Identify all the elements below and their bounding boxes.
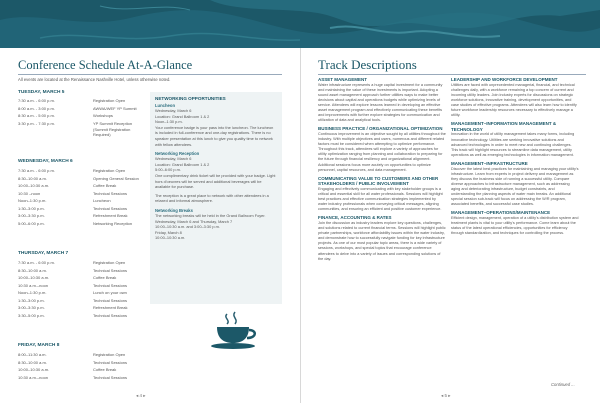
track-title: LEADERSHIP AND WORKFORCE DEVELOPMENT: [451, 77, 558, 82]
schedule-time: 10:00–10:30 a.m.: [18, 275, 50, 280]
schedule-activity: Technical Sessions: [93, 282, 128, 288]
schedule-time: 7:30 a.m. - 6:00 p.m.: [18, 168, 55, 173]
schedule-activity: Registration Open: [93, 352, 126, 357]
schedule-intro: All events are located at the Renaissance Nashville Hotel, unless otherwise noted.: [18, 77, 171, 82]
reception-time: 5:00–6:00 p.m.: [155, 167, 181, 173]
day-heading: THURSDAY, MARCH 7: [18, 251, 69, 256]
track-description: Efficient design, management, operation of a utility's distribution system and treatment plants is vital to your utility's performance. Come learn about the status of the latest operational efficiencies, opportunities for efficiency through standardization, and techniques for controlling the process.: [451, 215, 579, 236]
reception-date: Wednesday, March 6: [155, 156, 192, 162]
schedule-activity: Luncheon: [93, 198, 111, 203]
schedule-row: [18, 190, 148, 198]
header-banner: [0, 0, 600, 48]
schedule-row: [18, 97, 148, 105]
schedule-activity: Technical Sessions: [93, 374, 128, 380]
schedule-activity: Networking Reception: [93, 220, 133, 226]
schedule-activity: Registration Open: [93, 98, 126, 103]
schedule-time: [18, 132, 93, 137]
schedule-time: 3:00–3:30 p.m.: [18, 305, 45, 310]
schedule-time: 10:00–10:30 a.m.: [18, 367, 50, 372]
breaks-friday: Friday, March 8: [155, 229, 182, 235]
schedule-row: [18, 359, 148, 367]
track-description: Utilities are faced with unprecedented managerial, financial, and technical challenges daily, with a workforce remaining a top concern of current and incoming utility leaders. Join industry experts for discussions on strategic workforce solutions, innovative training, development opportunities, and case studies of effective programs. Attendees will also learn how to identify future workforce leadership resources necessary to effectively manage a utility.: [451, 82, 577, 118]
track-description: Continuous improvement is an objective sought by all utilities throughout the industry. With multiple objectives and users, numerous and different related factors must be considered when attempting to optimize performance. Throughout this track, attendees will explore a variety of approaches for utility optimization ranging from planning and collaboration to preparing for the future through financial resiliency and organizational alignment. Additional sessions focus more acutely on opportunities to optimize personnel, capital resources, and data management.: [318, 131, 446, 172]
track-description: Discover the latest best practices for maintaining and managing your utility's infrastructure. Learn from experts in project delivery and management as they discuss the business side of running a successful utility. Compare diverse approaches to infrastructure management, such as addressing aging and deteriorating infrastructure, budget constraints, and understanding the planning aspects of water main breaks. An additional special session sub-track will focus on addressing the W/R program, associated benefits, and successful case studies.: [451, 166, 579, 207]
schedule-time: 3:30–5:00 p.m.: [18, 312, 45, 318]
day-heading: FRIDAY, MARCH 8: [18, 343, 60, 348]
track-title: COMMUNICATING VALUE TO CUSTOMERS AND OTHER STAKEHOLDERS / PUBLIC INVOLVEMENT: [318, 175, 439, 187]
luncheon-heading: Luncheon: [155, 103, 176, 108]
day-heading: TUESDAY, MARCH 5: [18, 90, 65, 95]
schedule-time: 8:30–10:00 a.m.: [18, 359, 47, 365]
track-description: Innovation in the world of utility management takes many forms, including innovative technology. Utilities are seeking innovative solutions and advanced technologies in order to meet new and continuing challenges. This track will highlight resources to streamline data management, utility operations as well as emerging technologies in information management.: [451, 132, 575, 157]
schedule-activity: Technical Sessions: [93, 190, 128, 196]
schedule-activity: Technical Sessions: [93, 205, 128, 211]
luncheon-location: Location: Grand Ballroom 1 & 2: [155, 113, 210, 119]
track-title: MANAGEMENT–OPERATIONS/MAINTENANCE: [451, 210, 551, 216]
track-title: ASSET MANAGEMENT: [318, 77, 368, 82]
schedule-time: Noon–1:30 p.m.: [18, 198, 47, 203]
schedule-row: [18, 105, 148, 113]
schedule-time: 8:30–10:00 a.m.: [18, 267, 47, 273]
schedule-row: [18, 374, 148, 382]
track-description: Engaging and effectively communicating with key stakeholder groups is a critical and essential skill for all water professionals. Sessions will highlight best practices and effective communication strategies implemented by water industry professionals when conveying critical messages, aligning communities, and ensuring an efficient and positive customer experience.: [318, 186, 443, 212]
schedule-time: 5:00–6:00 p.m.: [18, 220, 45, 226]
breaks-friday-time: 10:00–10:30 a.m.: [155, 235, 186, 241]
schedule-row: [18, 182, 148, 190]
page-title: Conference Schedule At-A-Glance: [18, 58, 193, 72]
schedule-row: [18, 297, 148, 305]
reception-description-2: The reception is a great place to network with other attendees in a relaxed and informal atmosphere.: [155, 192, 269, 204]
schedule-row: [18, 274, 148, 282]
schedule-activity: Registration Open: [93, 168, 126, 173]
track-title: BUSINESS PRACTICE / ORGANIZATIONAL OPTIMIZATION: [318, 126, 443, 132]
track-title: MANAGEMENT–INFRASTRUCTURE: [451, 160, 528, 166]
schedule-time: 7:30 a.m. - 6:00 p.m.: [18, 260, 55, 265]
schedule-row: [18, 312, 148, 320]
schedule-time: 10:30 a.m.–noon: [18, 282, 49, 288]
schedule-row: [18, 259, 148, 267]
schedule-time: 10:30 a.m.–noon: [18, 374, 49, 380]
schedule-row: [18, 366, 148, 374]
schedule-list: [18, 97, 148, 137]
reception-location: Location: Grand Ballroom 1 & 2: [155, 161, 210, 167]
page-number-value: 5: [444, 393, 448, 398]
page-title: Track Descriptions: [318, 57, 417, 72]
schedule-activity: Technical Sessions: [93, 267, 128, 273]
breaks-times: 10:00–10:30 a.m. and 3:00–3:30 p.m.: [155, 224, 220, 230]
map-banner-graphic: [0, 0, 600, 48]
schedule-time: 1:30–3:00 p.m.: [18, 297, 45, 303]
schedule-time: 8:00 a.m. - 3:00 p.m.: [18, 105, 55, 111]
breaks-heading: Networking Breaks: [155, 207, 193, 213]
schedule-activity: (Summit Registration: [93, 127, 131, 132]
schedule-list: [18, 259, 148, 319]
left-page: [0, 48, 300, 403]
schedule-time: 10:00–10:30 a.m.: [18, 183, 50, 188]
schedule-activity: Technical Sessions: [93, 297, 128, 303]
luncheon-description: Your conference badge is your pass into the luncheon. The luncheon is included in full-conference and one-day registrations. There is no speaker presentation at this lunch to give you quality time to network with fellow attendees.: [155, 124, 274, 147]
schedule-row: [18, 267, 148, 275]
schedule-time: 8:30–10:00 a.m.: [18, 175, 47, 181]
schedule-row: [18, 112, 148, 120]
schedule-activity: Refreshment Break: [93, 305, 128, 310]
schedule-row: [18, 304, 148, 312]
schedule-row: [18, 289, 148, 297]
reception-heading: Networking Reception: [155, 151, 200, 157]
schedule-activity: Technical Sessions: [93, 312, 128, 318]
coffee-cup-icon: [205, 310, 263, 350]
schedule-time: Noon–1:30 p.m.: [18, 290, 47, 295]
schedule-activity: YP Summit Reception: [93, 120, 133, 126]
schedule-time: 3:00–3:30 p.m.: [18, 213, 45, 218]
schedule-row: [18, 120, 148, 128]
schedule-row: [18, 220, 148, 228]
schedule-time: 1:30–3:00 p.m.: [18, 205, 45, 211]
schedule-row: [18, 132, 148, 137]
track-description: Water infrastructure represents a huge capital investment for a community and maintaining the value of these investments is important. Adopting a sound asset management approach further utilities ways to make better decisions about capital and operations budgets while optimizing levels of service. Attendees will explore lessons learned in developing an effective asset management program and effectively communicating these benefits and improvements with further explore strategies for communication and utilization of data and analytical tools.: [318, 82, 443, 123]
schedule-row: [18, 212, 148, 220]
continued-note: Continued ...: [551, 382, 575, 387]
schedule-activity: Workshops: [93, 113, 113, 118]
title-divider: [18, 74, 282, 75]
schedule-time: 7:30 a.m. - 6:00 p.m.: [18, 98, 55, 103]
schedule-list: [18, 351, 148, 381]
schedule-time: 10:30 –noon: [18, 190, 41, 196]
schedule-row: [18, 197, 148, 205]
track-title: FINANCE, ACCOUNTING & RATES: [318, 215, 392, 221]
track-title: MANAGEMENT–INFORMATION MANAGEMENT & TECHNOLOGY: [451, 121, 557, 132]
schedule-row: [18, 282, 148, 290]
networking-box: [150, 92, 282, 304]
schedule-activity: Technical Sessions: [93, 359, 128, 365]
reception-description: One complimentary drink ticket will be provided with your badge. Light hors d'oeuvres will be served and additional beverages will be available for purchase.: [155, 172, 276, 190]
schedule-activity: Opening General Session: [93, 175, 139, 181]
track-column-2: [451, 74, 579, 236]
schedule-activity: Coffee Break: [93, 275, 117, 280]
schedule-activity: Required): [93, 132, 111, 137]
schedule-activity: Registration Open: [93, 260, 126, 265]
schedule-activity: Refreshment Break: [93, 213, 128, 218]
schedule-list: [18, 167, 148, 227]
schedule-activity: Coffee Break: [93, 183, 117, 188]
track-column-1: [318, 74, 446, 262]
page-number: ◂ 5 ▸: [441, 393, 451, 398]
breaks-description: The networking breaks will be held in the Grand Ballroom Foyer.: [155, 212, 266, 218]
breaks-days: Wednesday, March 6 and Thursday, March 7: [155, 218, 233, 224]
right-page: [300, 48, 600, 403]
day-heading: WEDNESDAY, MARCH 6: [18, 159, 73, 164]
schedule-row: [18, 175, 148, 183]
networking-heading: NETWORKING OPPORTUNITIES: [155, 96, 226, 101]
schedule-activity: Lunch on your own: [93, 290, 127, 295]
page-number-value: 4: [139, 393, 143, 398]
schedule-time: 8:00–11:30 a.m.: [18, 352, 47, 357]
page-number: ◂ 4 ▸: [136, 393, 146, 398]
schedule-row: [18, 167, 148, 175]
schedule-row: [18, 205, 148, 213]
luncheon-time: Noon–1:30 p.m.: [155, 119, 183, 125]
schedule-time: 8:30 a.m. - 5:00 p.m.: [18, 113, 55, 118]
schedule-activity: Coffee Break: [93, 367, 117, 372]
schedule-time: 3:30 p.m. - 7:30 p.m.: [18, 120, 55, 126]
schedule-activity: AWWA/WEF YP Summit: [93, 105, 137, 111]
schedule-row: [18, 351, 148, 359]
luncheon-date: Wednesday, March 6: [155, 108, 192, 113]
track-description: Join the discussion as industry leaders explore key questions, challenges, and solutions related to current financial terms. Sessions will highlight public private partnerships, workforce affordability issues within the water industry, and demonstrate how to successfully navigate funding for key infrastructure projects. As one of our most popular topic areas, there is a wide variety of sessions, workshops, and special topics that encourage conference attendees to delve into a variety of issues and corresponding solutions of the day.: [318, 220, 446, 261]
